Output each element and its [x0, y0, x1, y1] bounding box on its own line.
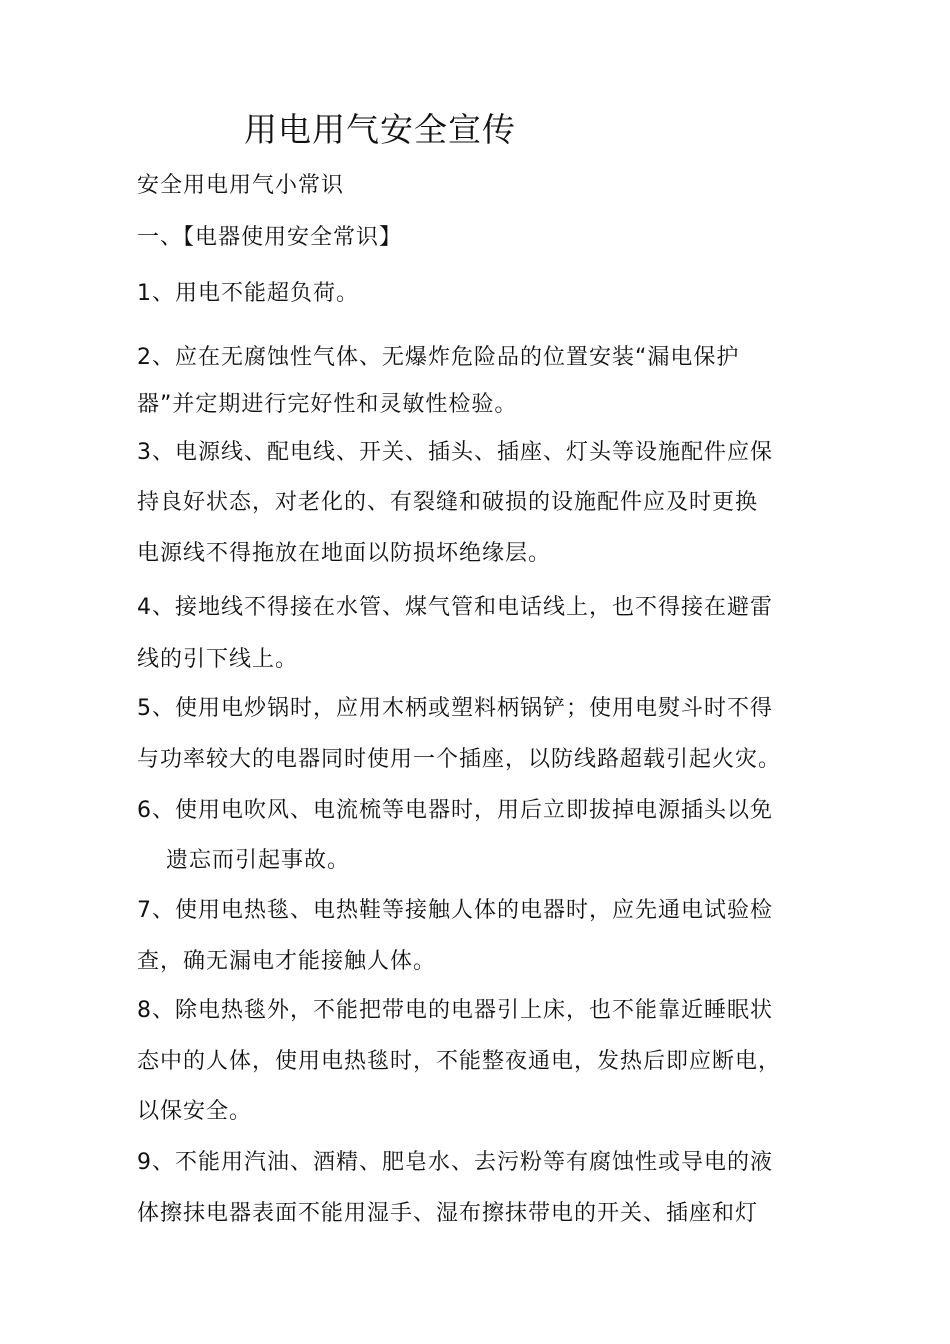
document-subtitle: 安全用电用气小常识: [137, 173, 345, 198]
paragraph-line: 器”并定期进行完好性和灵敏性检验。: [137, 392, 518, 417]
paragraph-line: 与功率较大的电器同时使用一个插座，以防线路超载引起火灾。: [137, 747, 782, 772]
paragraph-line: 遗忘而引起事故。: [166, 848, 351, 873]
paragraph-line: 8、除电热毯外，不能把带电的电器引上床，也不能靠近睡眠状: [137, 998, 773, 1023]
paragraph-line: 2、应在无腐蚀性气体、无爆炸危险品的位置安装“漏电保护: [137, 345, 740, 370]
paragraph-line: 9、不能用汽油、酒精、肥皂水、去污粉等有腐蚀性或导电的液: [137, 1150, 773, 1175]
document-title: 用电用气安全宣传: [244, 110, 516, 149]
paragraph-line: 电源线不得拖放在地面以防损坏绝缘层。: [137, 541, 552, 566]
paragraph-line: 3、电源线、配电线、开关、插头、插座、灯头等设施配件应保: [137, 440, 773, 465]
paragraph-line: 7、使用电热毯、电热鞋等接触人体的电器时，应先通电试验检: [137, 898, 773, 923]
section-heading: 一、【电器使用安全常识】: [137, 225, 403, 250]
paragraph-line: 以保安全。: [137, 1099, 253, 1124]
paragraph-line: 体擦抹电器表面不能用湿手、湿布擦抹带电的开关、插座和灯: [137, 1201, 759, 1226]
paragraph-line: 线的引下线上。: [137, 647, 299, 672]
paragraph-line: 持良好状态，对老化的、有裂缝和破损的设施配件应及时更换: [137, 490, 759, 515]
paragraph-line: 4、接地线不得接在水管、煤气管和电话线上，也不得接在避雷: [137, 595, 773, 620]
paragraph-line: 6、使用电吹风、电流梳等电器时，用后立即拔掉电源插头以免: [137, 798, 773, 823]
paragraph-line: 1、用电不能超负荷。: [137, 281, 359, 306]
paragraph-line: 态中的人体，使用电热毯时，不能整夜通电，发热后即应断电，: [137, 1049, 782, 1074]
paragraph-line: 5、使用电炒锅时，应用木柄或塑料柄锅铲；使用电熨斗时不得: [137, 696, 773, 721]
paragraph-line: 查，确无漏电才能接触人体。: [137, 949, 437, 974]
